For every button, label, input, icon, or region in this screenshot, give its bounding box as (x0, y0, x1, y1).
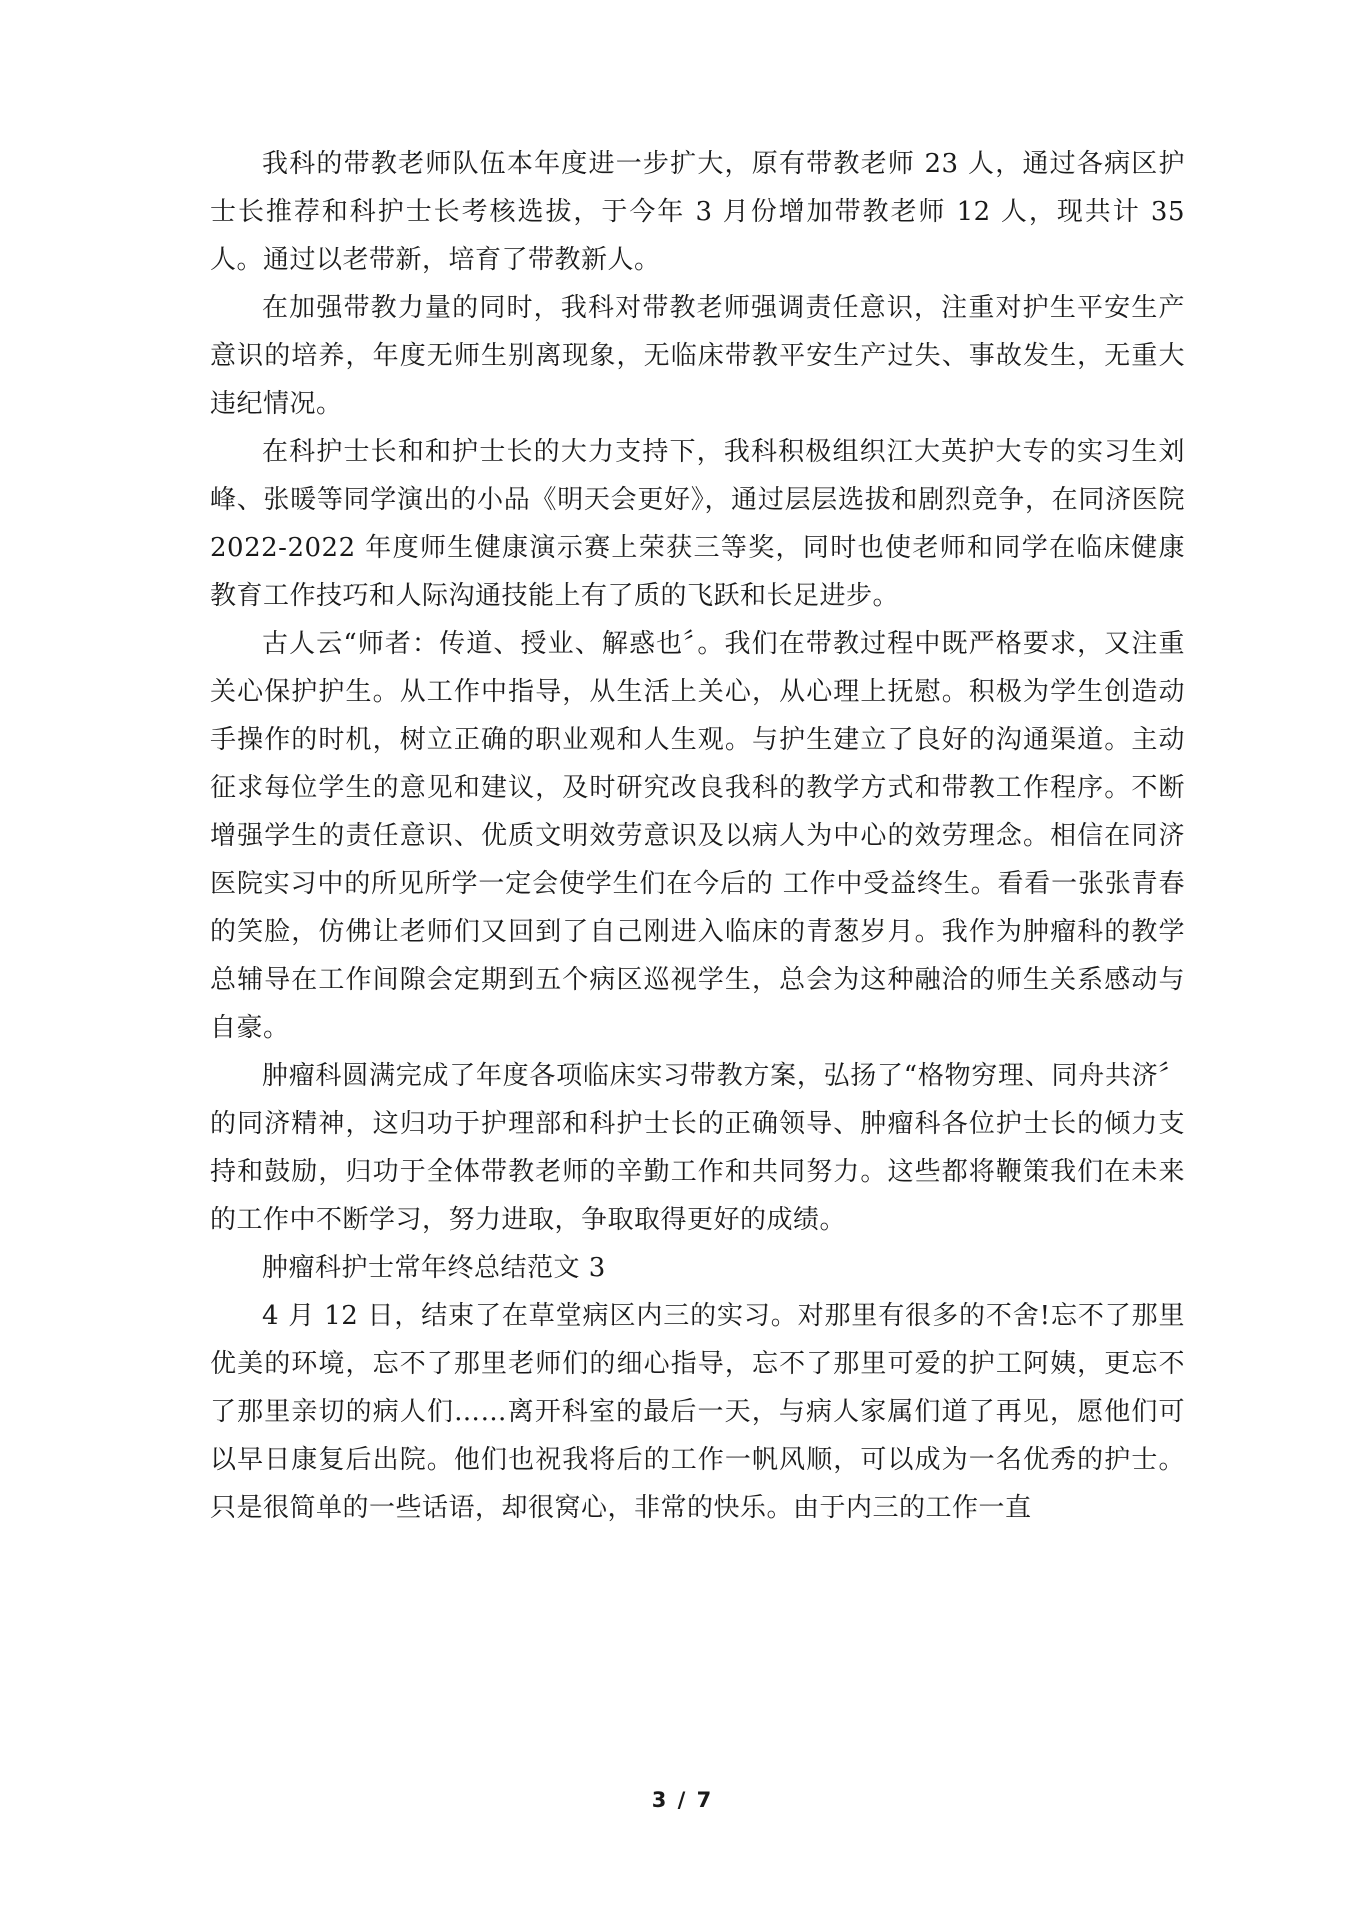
paragraph-responsibility: 在加强带教力量的同时，我科对带教老师强调责任意识，注重对护生平安生产意识的培养，年度无师生别离现象，无临床带教平安生产过失、事故发生，无重大违纪情况。 (210, 293, 1185, 419)
page-number: 3 / 7 (651, 1788, 714, 1812)
paragraph-teacher-team: 我科的带教老师队伍本年度进一步扩大，原有带教老师 23 人，通过各病区护士长推荐和科护士长考核选拔，于今年 3 月份增加带教老师 12 人，现共计 35 人。通过以老带新，培育了带教新人。 (210, 149, 1185, 275)
paragraph-skit-award: 在科护士长和和护士长的大力支持下，我科积极组织江大英护大专的实习生刘峰、张暖等同学演出的小品《明天会更好》，通过层层选拔和剧烈竞争，在同济医院 2022-2022 年度师生健康演示赛上荣获三等奖，同时也使老师和同学在临床健康教育工作技巧和人际沟通技能上有了质的飞跃和长足进步。 (210, 437, 1185, 611)
paragraph-mentoring: 古人云“师者：传道、授业、解惑也〞。我们在带教过程中既严格要求，又注重关心保护护生。从工作中指导，从生活上关心，从心理上抚慰。积极为学生创造动手操作的时机，树立正确的职业观和人生观。与护生建立了良好的沟通渠道。主动征求每位学生的意见和建议，及时研究改良我科的教学方式和带教工作程序。不断增强学生的责任意识、优质文明效劳意识及以病人为中心的效劳理念。相信在同济医院实习中的所见所学一定会使学生们在今后的 工作中受益终生。看看一张张青春的笑脸，仿佛让老师们又回到了自己刚进入临床的青葱岁月。我作为肿瘤科的教学总辅导在工作间隙会定期到五个病区巡视学生，总会为这种融洽的师生关系感动与自豪。 (210, 629, 1185, 1043)
document-body (210, 140, 1185, 1532)
section-heading: 肿瘤科护士常年终总结范文 3 (262, 1253, 606, 1283)
paragraph-summary: 肿瘤科圆满完成了年度各项临床实习带教方案，弘扬了“格物穷理、同舟共济〞的同济精神，这归功于护理部和科护士长的正确领导、肿瘤科各位护士长的倾力支持和鼓励，归功于全体带教老师的辛勤工作和共同努力。这些都将鞭策我们在未来的工作中不断学习，努力进取，争取取得更好的成绩。 (210, 1061, 1185, 1235)
paragraph-internship: 4 月 12 日，结束了在草堂病区内三的实习。对那里有很多的不舍!忘不了那里优美的环境，忘不了那里老师们的细心指导，忘不了那里可爱的护工阿姨，更忘不了那里亲切的病人们……离开科室的最后一天，与病人家属们道了再见，愿他们可以早日康复后出院。他们也祝我将后的工作一帆风顺，可以成为一名优秀的护士。只是很简单的一些话语，却很窝心，非常的快乐。由于内三的工作一直 (210, 1301, 1185, 1523)
